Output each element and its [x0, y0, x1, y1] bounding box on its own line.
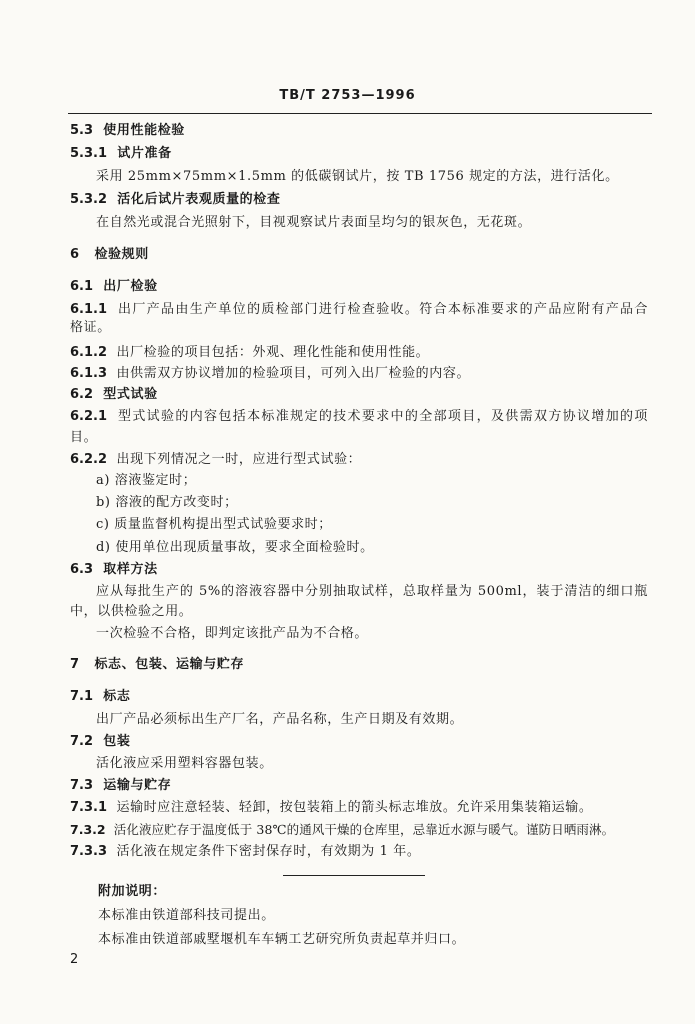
- paragraph-line: 目。: [70, 430, 98, 445]
- standard-code-header: TB/T 2753—1996: [279, 88, 416, 103]
- section-5-3-2: 5.3.2 活化后试片表观质量的检查: [70, 192, 281, 207]
- section-7-heading: 7 标志、包装、运输与贮存: [70, 657, 245, 672]
- page-number: 2: [70, 952, 79, 967]
- section-7-3-2: 7.3.2 活化液应贮存于温度低于 38℃的通风干燥的仓库里，忌靠近水源与暖气。谨防日晒雨淋。: [70, 822, 615, 837]
- section-6-3: 6.3 取样方法: [70, 562, 158, 577]
- section-6-2: 6.2 型式试验: [70, 387, 158, 402]
- paragraph-line: 格证。: [70, 320, 111, 335]
- footnote-separator: [283, 875, 425, 876]
- section-7-3-3: 7.3.3 活化液在规定条件下密封保存时，有效期为 1 年。: [70, 844, 421, 859]
- additional-notes-title: 附加说明：: [98, 884, 167, 899]
- section-6-2-1: 6.2.1 型式试验的内容包括本标准规定的技术要求中的全部项目，及供需双方协议增加的项: [70, 409, 649, 424]
- section-6-heading: 6 检验规则: [70, 247, 149, 262]
- section-7-3-1: 7.3.1 运输时应注意轻装、轻卸，按包装箱上的箭头标志堆放。允许采用集装箱运输。: [70, 800, 593, 815]
- paragraph-line: 中，以供检验之用。: [70, 604, 193, 619]
- paragraph-line: 应从每批生产的 5%的溶液容器中分别抽取试样，总取样量为 500ml，装于清洁的细口瓶: [96, 584, 648, 599]
- list-item: c) 质量监督机构提出型式试验要求时；: [96, 517, 332, 532]
- paragraph-line: 一次检验不合格，即判定该批产品为不合格。: [96, 626, 369, 641]
- section-7-2: 7.2 包装: [70, 734, 131, 749]
- section-6-1-1: 6.1.1 出厂产品由生产单位的质检部门进行检查验收。符合本标准要求的产品应附有产品合: [70, 302, 649, 317]
- section-6-2-2: 6.2.2 出现下列情况之一时，应进行型式试验：: [70, 452, 362, 467]
- section-5-3-1: 5.3.1 试片准备: [70, 146, 172, 161]
- header-rule: [68, 113, 652, 114]
- section-6-1-2: 6.1.2 出厂检验的项目包括：外观、理化性能和使用性能。: [70, 345, 430, 360]
- list-item: d) 使用单位出现质量事故，要求全面检验时。: [96, 540, 374, 555]
- section-6-1: 6.1 出厂检验: [70, 279, 158, 294]
- additional-note: 本标准由铁道部戚墅堰机车车辆工艺研究所负责起草并归口。: [98, 932, 466, 947]
- section-7-3: 7.3 运输与贮存: [70, 778, 172, 793]
- paragraph-line: 出厂产品必须标出生产厂名，产品名称，生产日期及有效期。: [96, 712, 464, 727]
- section-5-3: 5.3 使用性能检验: [70, 123, 185, 138]
- paragraph-line: 在自然光或混合光照射下，目视观察试片表面呈均匀的银灰色，无花斑。: [96, 215, 532, 230]
- paragraph-line: 采用 25mm×75mm×1.5mm 的低碳钢试片，按 TB 1756 规定的方法，进行活化。: [96, 169, 619, 184]
- list-item: b) 溶液的配方改变时；: [96, 495, 238, 510]
- section-7-1: 7.1 标志: [70, 689, 131, 704]
- list-item: a) 溶液鉴定时；: [96, 473, 197, 488]
- section-6-1-3: 6.1.3 由供需双方协议增加的检验项目，可列入出厂检验的内容。: [70, 366, 471, 381]
- paragraph-line: 活化液应采用塑料容器包装。: [96, 756, 273, 771]
- additional-note: 本标准由铁道部科技司提出。: [98, 908, 275, 923]
